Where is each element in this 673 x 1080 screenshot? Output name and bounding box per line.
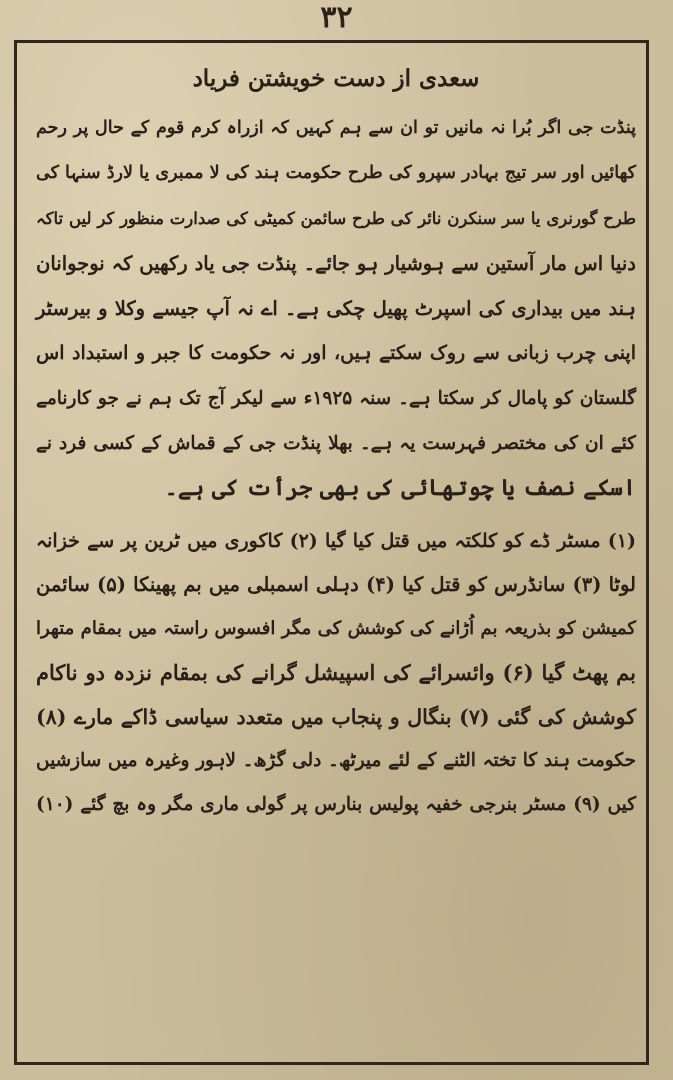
section-gap	[36, 511, 636, 519]
paragraph-line: طرح گورنری یا سر سنکرن نائر کی طرح سائمن کمیٹی کی صدارت منظور کر لیں تاکہ	[36, 209, 636, 228]
page-content	[36, 58, 636, 1058]
page-number: ۳۲	[320, 0, 353, 35]
list-line: بم پھٹ گیا (۶) وائسرائے کی اسپیشل گرانے کی بمقام نزدہ دو ناکام	[36, 660, 637, 685]
main-paragraph	[36, 106, 636, 511]
paragraph-line: کئے ان کی مختصر فہرست یہ ہے۔ بھلا پنڈت جی کے قماش کے کسی فرد نے	[36, 433, 636, 454]
list-line: کمیشن کو بذریعہ بم اُڑانے کی کوشش کی مگر افسوس راستہ میں بمقام متھرا	[36, 618, 636, 639]
paragraph-line: گلستان کو پامال کر سکتا ہے۔ سنہ ۱۹۲۵ء سے لیکر آج تک ہم نے جو کارنامے	[36, 388, 637, 409]
paragraph-line: کھائیں اور سر تیج بہادر سپرو کی طرح حکومت ہند کی لا ممبری یا لارڈ سنہا کی	[36, 163, 636, 183]
list-line: لوٹا (۳) سانڈرس کو قتل کیا (۴) دہلی اسمبلی میں بم پھینکا (۵) سائمن	[36, 573, 636, 596]
paragraph-line: اسکے نصف یا چوتھائی کی بھی جرأت کی ہے۔	[164, 475, 636, 501]
list-line: حکومت ہند کا تختہ الٹنے کے لئے میرٹھ۔ دلی گڑھ۔ لاہور وغیرہ میں سازشیں	[36, 750, 636, 771]
achievements-list	[36, 519, 636, 827]
paragraph-line: پنڈت جی اگر بُرا نہ مانیں تو ان سے ہم کہیں کہ ازراہ کرم قوم کے حال پر رحم	[36, 118, 636, 138]
paragraph-line: دنیا اس مار آستین سے ہوشیار ہو جائے۔ پنڈت جی یاد رکھیں کہ نوجوانان	[36, 252, 636, 275]
paragraph-line: اپنی چرب زبانی سے روک سکتے ہیں، اور نہ حکومت کا جبر و استبداد اس	[36, 342, 636, 364]
paragraph-line: ہند میں بیداری کی اسپرٹ پھیل چکی ہے۔ اے نہ آپ جیسے وکلا و بیرسٹر	[36, 297, 636, 320]
page-title: سعدی از دست خویشتن فریاد	[192, 65, 480, 92]
list-line: کوشش کی گئی (۷) بنگال و پنجاب میں متعدد سیاسی ڈاکے مارے (۸)	[36, 705, 636, 729]
list-line: کیں (۹) مسٹر بنرجی خفیہ پولیس بنارس پر گولی ماری مگر وہ بچ گئے (۱۰)	[36, 794, 636, 815]
list-line: (۱) مسٹر ڈے کو کلکتہ میں قتل کیا گیا (۲) کاکوری میں ٹرین پر سے خزانہ	[36, 530, 636, 552]
